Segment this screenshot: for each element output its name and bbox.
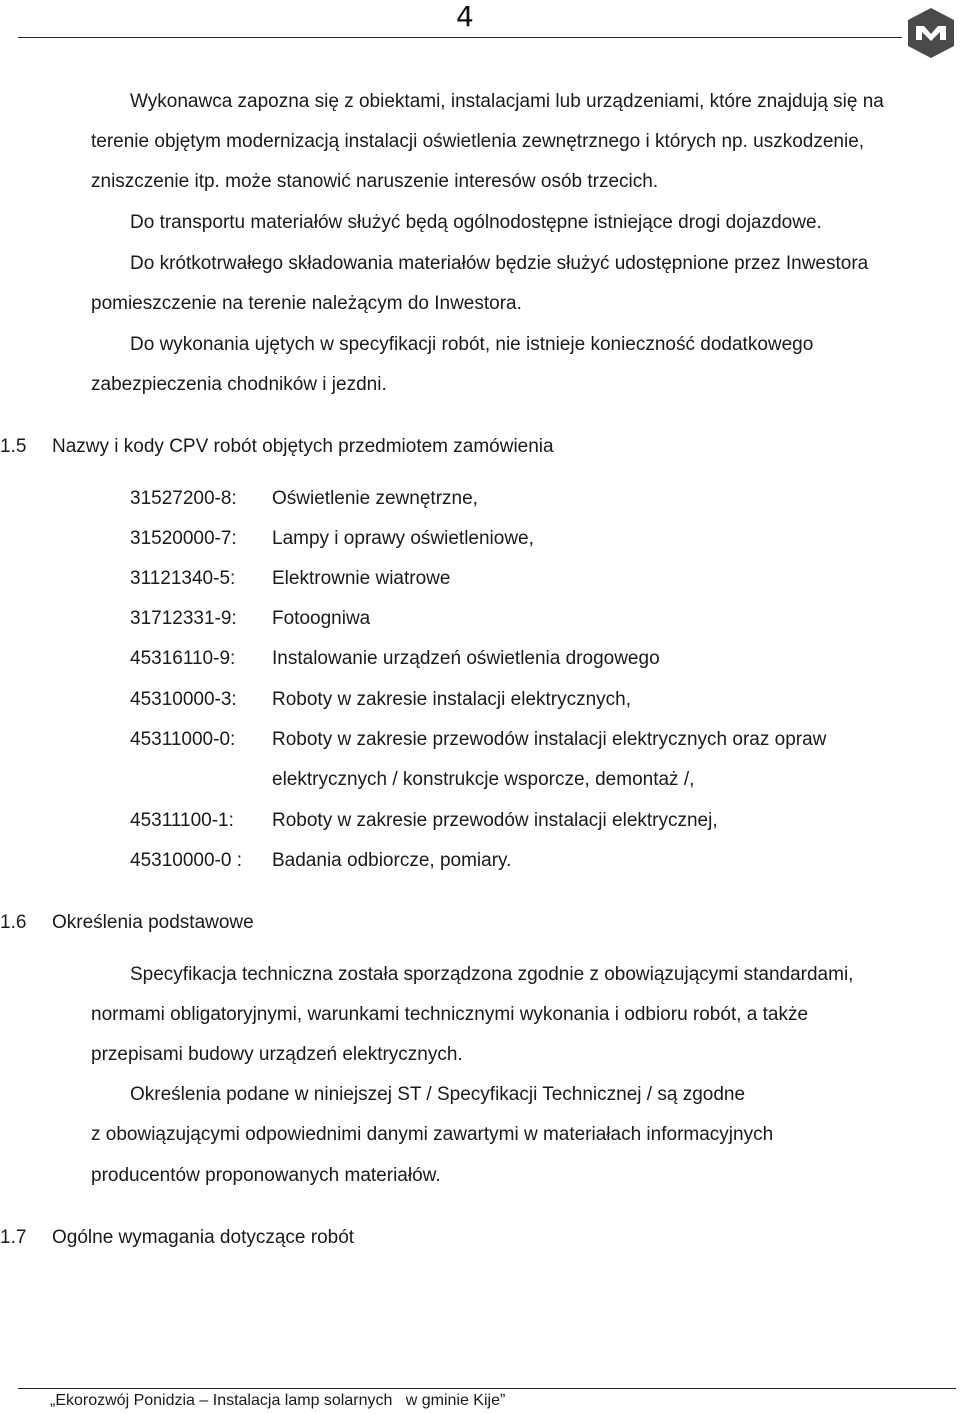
cpv-code: 31121340-5: xyxy=(130,568,236,589)
section-1-6-line-6: producentów proponowanych materiałów. xyxy=(91,1165,441,1186)
m-hexagon-logo-icon xyxy=(904,6,958,60)
cpv-description: Instalowanie urządzeń oświetlenia drogowego xyxy=(272,648,660,669)
cpv-code: 45316110-9: xyxy=(130,648,236,669)
section-1-7-title: Ogólne wymagania dotyczące robót xyxy=(52,1227,355,1248)
cpv-description: Elektrownie wiatrowe xyxy=(272,568,451,589)
cpv-description: Badania odbiorcze, pomiary. xyxy=(272,850,512,871)
intro-line-2: terenie objętym modernizacją instalacji oświetlenia zewnętrznego i których np. uszkodzenie, xyxy=(91,131,865,152)
cpv-description: Roboty w zakresie przewodów instalacji elektrycznej, xyxy=(272,810,718,831)
page-number: 4 xyxy=(456,0,474,33)
header-rule xyxy=(18,37,902,38)
cpv-description-continuation: elektrycznych / konstrukcje wsporcze, demontaż /, xyxy=(272,769,695,790)
section-1-6-line-4: Określenia podane w niniejszej ST / Specyfikacji Technicznej / są zgodne xyxy=(130,1084,746,1105)
section-1-7-number: 1.7 xyxy=(0,1227,27,1248)
cpv-code: 31712331-9: xyxy=(130,608,237,629)
intro-line-1: Wykonawca zapozna się z obiektami, instalacjami lub urządzeniami, które znajdują się na xyxy=(130,91,884,112)
section-1-6-title: Określenia podstawowe xyxy=(52,912,254,933)
cpv-description: Fotoogniwa xyxy=(272,608,371,629)
footer-text: „Ekorozwój Ponidzia – Instalacja lamp solarnych w gminie Kije” xyxy=(50,1392,506,1409)
cpv-description: Roboty w zakresie instalacji elektrycznych, xyxy=(272,689,632,710)
section-1-6-line-5: z obowiązującymi odpowiednimi danymi zawartymi w materiałach informacyjnych xyxy=(91,1124,774,1145)
footer-rule xyxy=(18,1388,956,1389)
section-1-5-title: Nazwy i kody CPV robót objętych przedmiotem zamówienia xyxy=(52,436,554,457)
section-1-6-line-1: Specyfikacja techniczna została sporządzona zgodnie z obowiązującymi standardami, xyxy=(130,964,854,985)
cpv-code: 31527200-8: xyxy=(130,488,237,509)
cpv-description: Oświetlenie zewnętrzne, xyxy=(272,488,478,509)
cpv-code: 45310000-0 : xyxy=(130,850,242,871)
section-1-6-number: 1.6 xyxy=(0,912,27,933)
intro-line-7: Do wykonania ujętych w specyfikacji robót, nie istnieje konieczność dodatkowego xyxy=(130,334,814,355)
section-1-6-line-3: przepisami budowy urządzeń elektrycznych. xyxy=(91,1044,463,1065)
intro-line-4: Do transportu materiałów służyć będą ogólnodostępne istniejące drogi dojazdowe. xyxy=(130,212,822,233)
cpv-code: 45310000-3: xyxy=(130,689,237,710)
intro-line-3: zniszczenie itp. może stanowić naruszenie interesów osób trzecich. xyxy=(91,171,659,192)
section-1-6-line-2: normami obligatoryjnymi, warunkami technicznymi wykonania i odbioru robót, a także xyxy=(91,1004,809,1025)
intro-line-8: zabezpieczenia chodników i jezdni. xyxy=(91,374,387,395)
cpv-code: 45311100-1: xyxy=(130,810,234,831)
cpv-description: Roboty w zakresie przewodów instalacji elektrycznych oraz opraw xyxy=(272,729,827,750)
intro-line-5: Do krótkotrwałego składowania materiałów będzie służyć udostępnione przez Inwestora xyxy=(130,253,869,274)
intro-line-6: pomieszczenie na terenie należącym do Inwestora. xyxy=(91,293,522,314)
section-1-5-number: 1.5 xyxy=(0,436,27,457)
cpv-code: 31520000-7: xyxy=(130,528,237,549)
cpv-code: 45311000-0: xyxy=(130,729,236,750)
cpv-description: Lampy i oprawy oświetleniowe, xyxy=(272,528,534,549)
